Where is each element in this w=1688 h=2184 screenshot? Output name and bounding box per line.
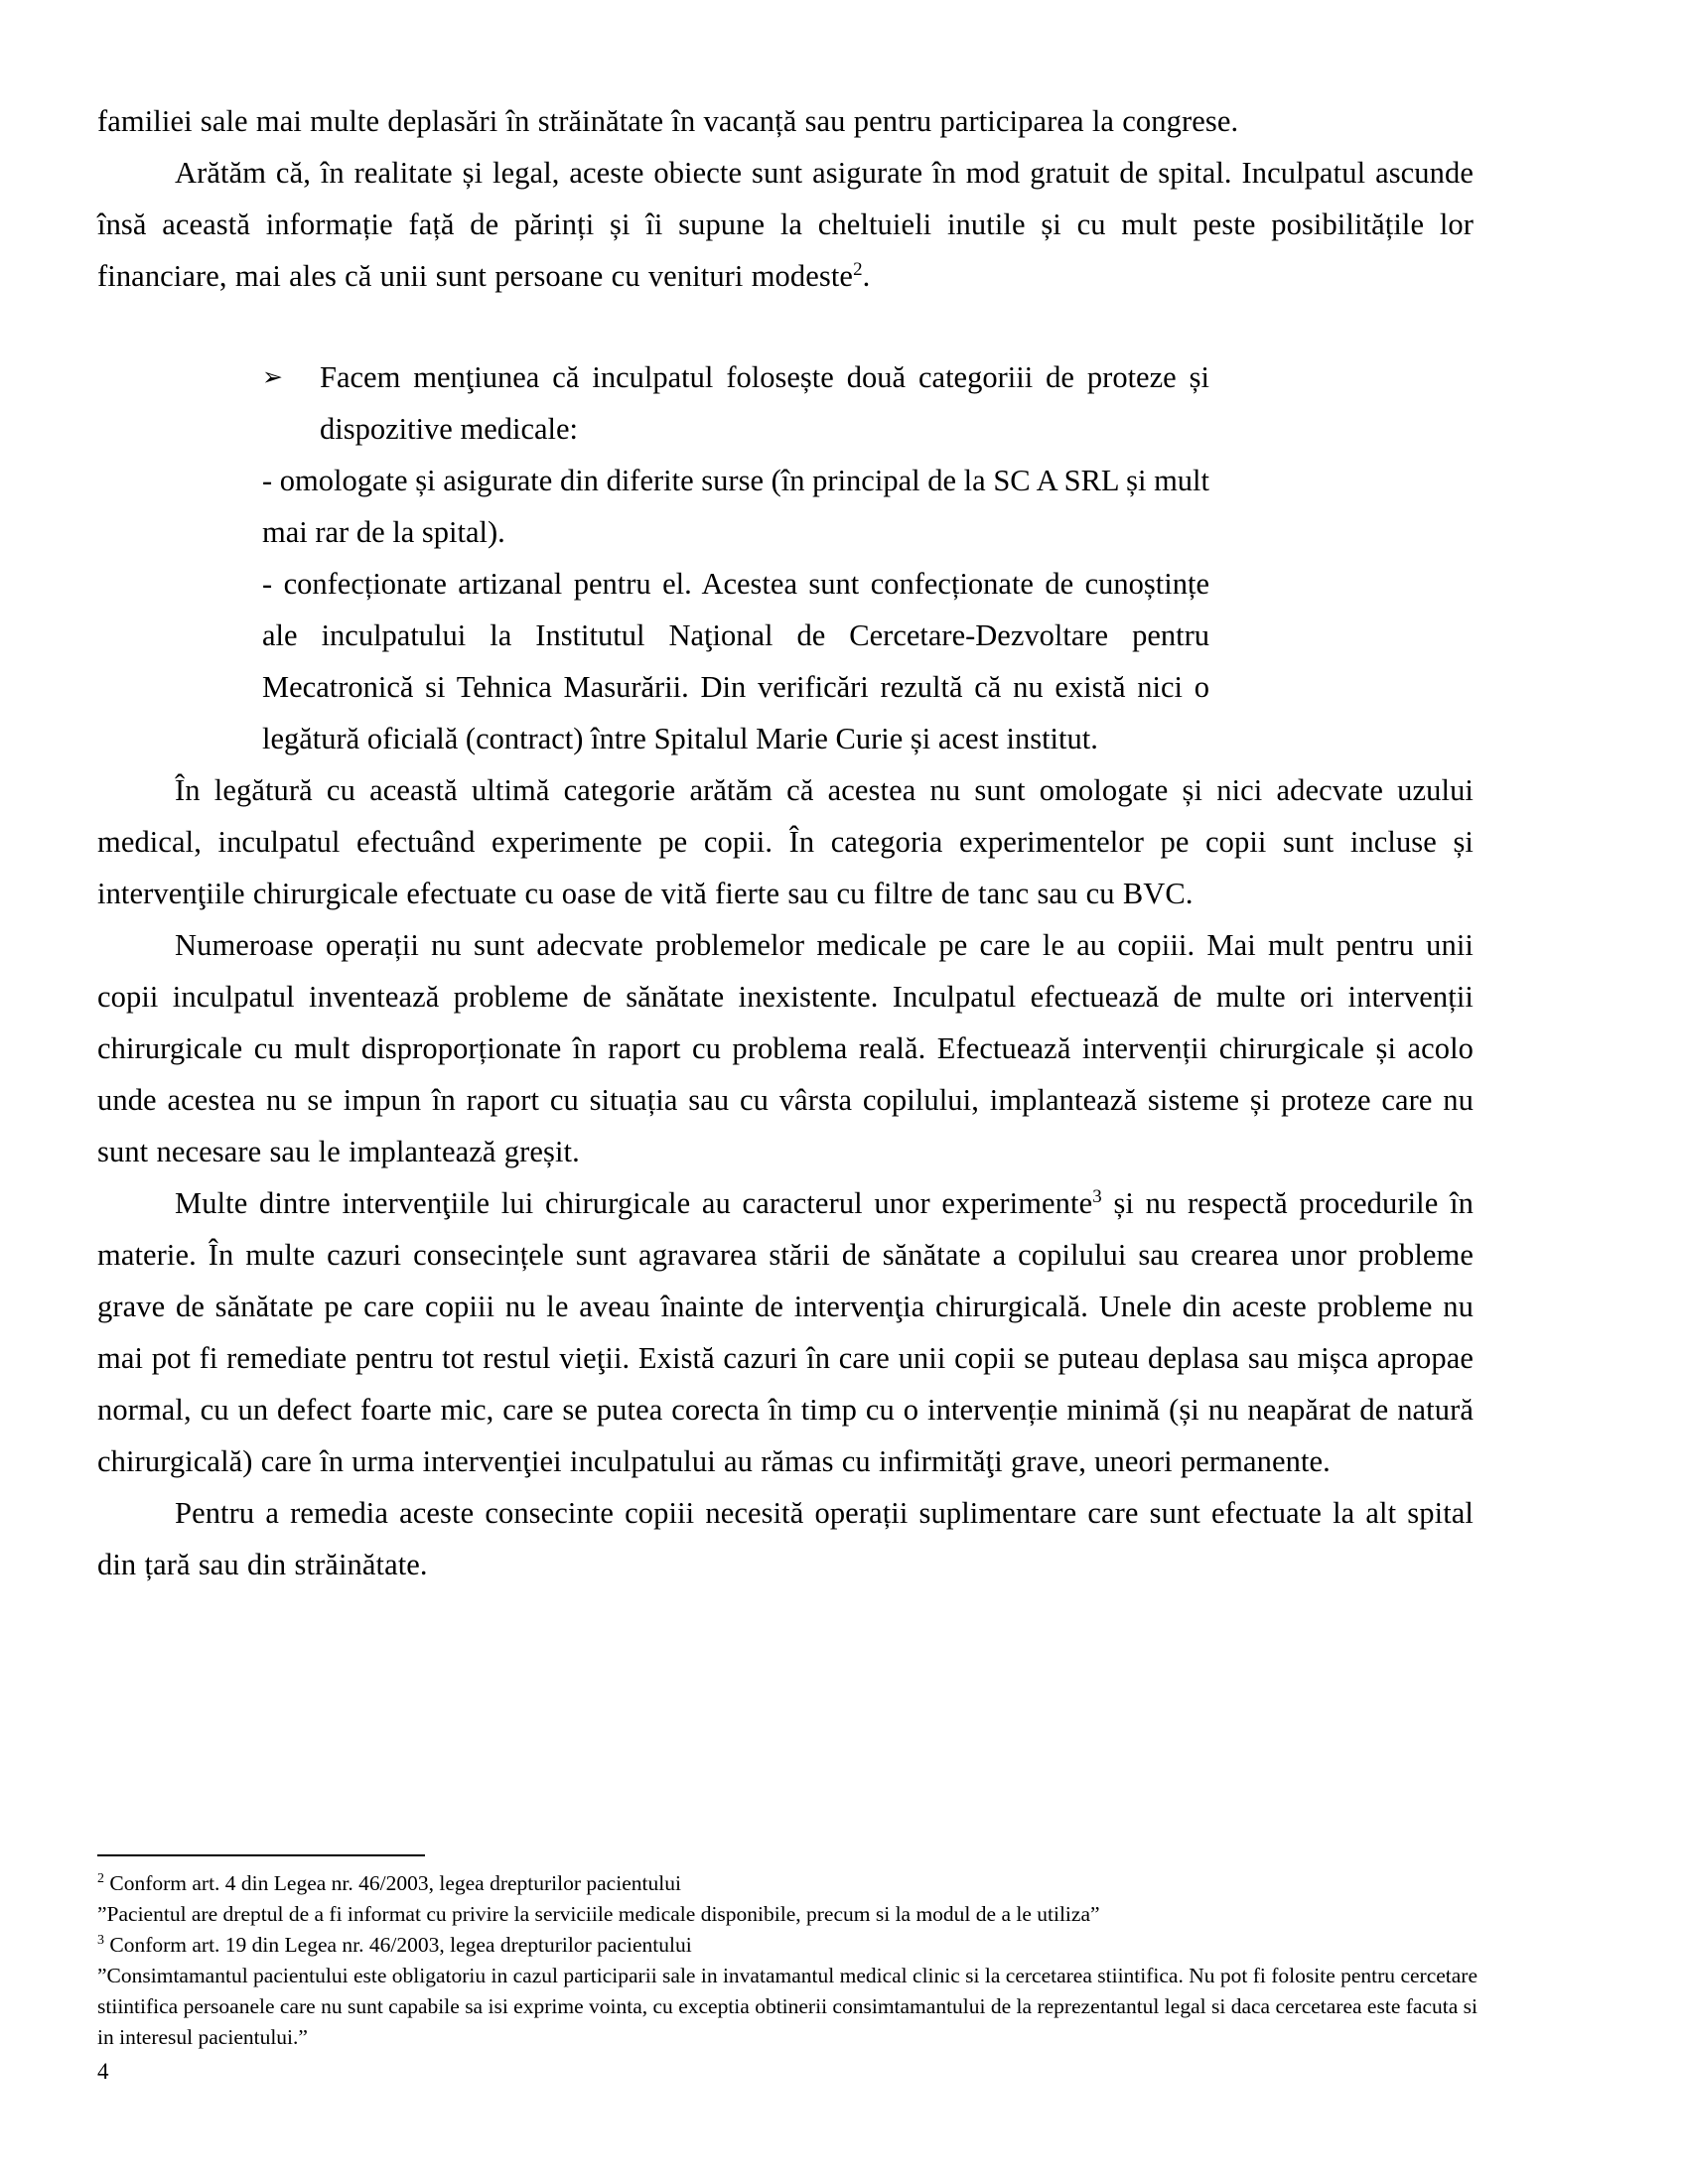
paragraph-aratam xyxy=(97,147,1474,302)
paragraph-multe-dintre xyxy=(97,1177,1474,1487)
paragraph-numeroase-operatii: Numeroase operații nu sunt adecvate problemelor medicale pe care le au copiii. Mai mult pentru unii copii inculpatul inventează probleme de sănătate inexistente. Inculpatul efectuează de multe ori intervenții chirurgicale cu mult disproporționate în raport cu problema reală. Efectuează intervenții chirurgicale și acolo unde acestea nu se impun în raport cu situația sau cu vârsta copilului, implantează sisteme și proteze care nu sunt necesare sau le implantează greșit. xyxy=(97,928,1474,1168)
bulleted-list xyxy=(97,351,1209,764)
list-item-label: Facem menţiunea că inculpatul folosește două categoriii de proteze și dispozitive medicale: xyxy=(320,360,1209,446)
footnote-area xyxy=(97,1854,1477,2089)
paragraph-multe-before-marker: Multe dintre intervenţiile lui chirurgicale au caracterul unor experimente xyxy=(175,1186,1093,1220)
footnote-3-quote: ”Consimtamantul pacientului este obligatoriu in cazul participarii sale in invatamantul medical clinic si la cercetarea stiintifica. Nu pot fi folosite pentru cercetare stiintifica persoanele care nu sunt capabile sa isi exprime vointa, cu exceptia obtinerii consimtamantului de la reprezentantul legal si daca cercetarea este facuta si in interesul pacientului.” xyxy=(97,1964,1477,2049)
paragraph-pentru-a-remedia: Pentru a remedia aceste consecinte copiii necesită operații suplimentare care sunt efectuate la alt spital din țară sau din străinătate. xyxy=(97,1496,1474,1581)
footnote-3-text: Conform art. 19 din Legea nr. 46/2003, legea drepturilor pacientului xyxy=(103,1933,692,1957)
footnote-marker-2[interactable]: 2 xyxy=(853,258,863,280)
footnote-2-marker: 2 xyxy=(97,1870,104,1886)
footnote-marker-3[interactable]: 3 xyxy=(1092,1185,1102,1207)
footnote-3-marker: 3 xyxy=(97,1932,104,1948)
paragraph-aratam-tail: . xyxy=(862,259,871,293)
footnote-2 xyxy=(97,1868,1477,1899)
paragraph-aratam-text: Arătăm că, în realitate și legal, aceste obiecte sunt asigurate în mod gratuit de spital. Inculpatul ascunde însă această informație față de părinți și îi supune la cheltuieli inutile și cu mult peste posibilitățile lor financiare, mai ales că unii sunt persoane cu venituri modeste xyxy=(97,156,1474,293)
paragraph-in-legatura: În legătură cu această ultimă categorie arătăm că acestea nu sunt omologate și nici adecvate uzului medical, inculpatul efectuând experimente pe copii. În categoria experimentelor pe copii sunt incluse și intervenţiile chirurgicale efectuate cu oase de vită fierte sau cu filtre de tanc sau cu BVC. xyxy=(97,773,1474,910)
paragraph-continuation: familiei sale mai multe deplasări în străinătate în vacanță sau pentru participarea la congrese. xyxy=(97,104,1239,138)
list-item xyxy=(262,351,1209,455)
footnote-2-text: Conform art. 4 din Legea nr. 46/2003, legea drepturilor pacientului xyxy=(103,1871,681,1895)
page-number: 4 xyxy=(97,2059,109,2084)
paragraph-multe-after-marker: și nu respectă procedurile în materie. În multe cazuri consecințele sunt agravarea stării de sănătate a copilului sau crearea unor probleme grave de sănătate pe care copiii nu le aveau înainte de intervenţia chirurgicală. Unele din aceste probleme nu mai pot fi remediate pentru tot restul vieţii. Există cazuri în care unii copii se puteau deplasa sau mișca apropae normal, cu un defect foarte mic, care se putea corecta în timp cu o intervenție minimă (și nu neapărat de natură chirurgicală) care în urma intervenţiei inculpatului au rămas cu infirmităţi grave, uneori permanente. xyxy=(97,1186,1474,1478)
footnote-separator-rule xyxy=(97,1854,425,1856)
list-sub-item-confectionate: - confecționate artizanal pentru el. Acestea sunt confecționate de cunoștințe ale inculpatului la Institutul Naţional de Cercetare-Dezvoltare pentru Mecatronică si Tehnica Masurării. Din verificări rezultă că nu există nici o legătură oficială (contract) între Spitalul Marie Curie și acest institut. xyxy=(262,567,1209,755)
footnote-2-quote: ”Pacientul are dreptul de a fi informat cu privire la serviciile medicale disponibile, precum si la modul de a le utiliza” xyxy=(97,1902,1100,1926)
footnote-3 xyxy=(97,1930,1477,1961)
list-sub-item-omologate: - omologate și asigurate din diferite surse (în principal de la SC A SRL și mult mai rar de la spital). xyxy=(262,464,1209,549)
arrowhead-bullet-icon: ➢ xyxy=(262,362,283,391)
document-body xyxy=(97,95,1474,1590)
